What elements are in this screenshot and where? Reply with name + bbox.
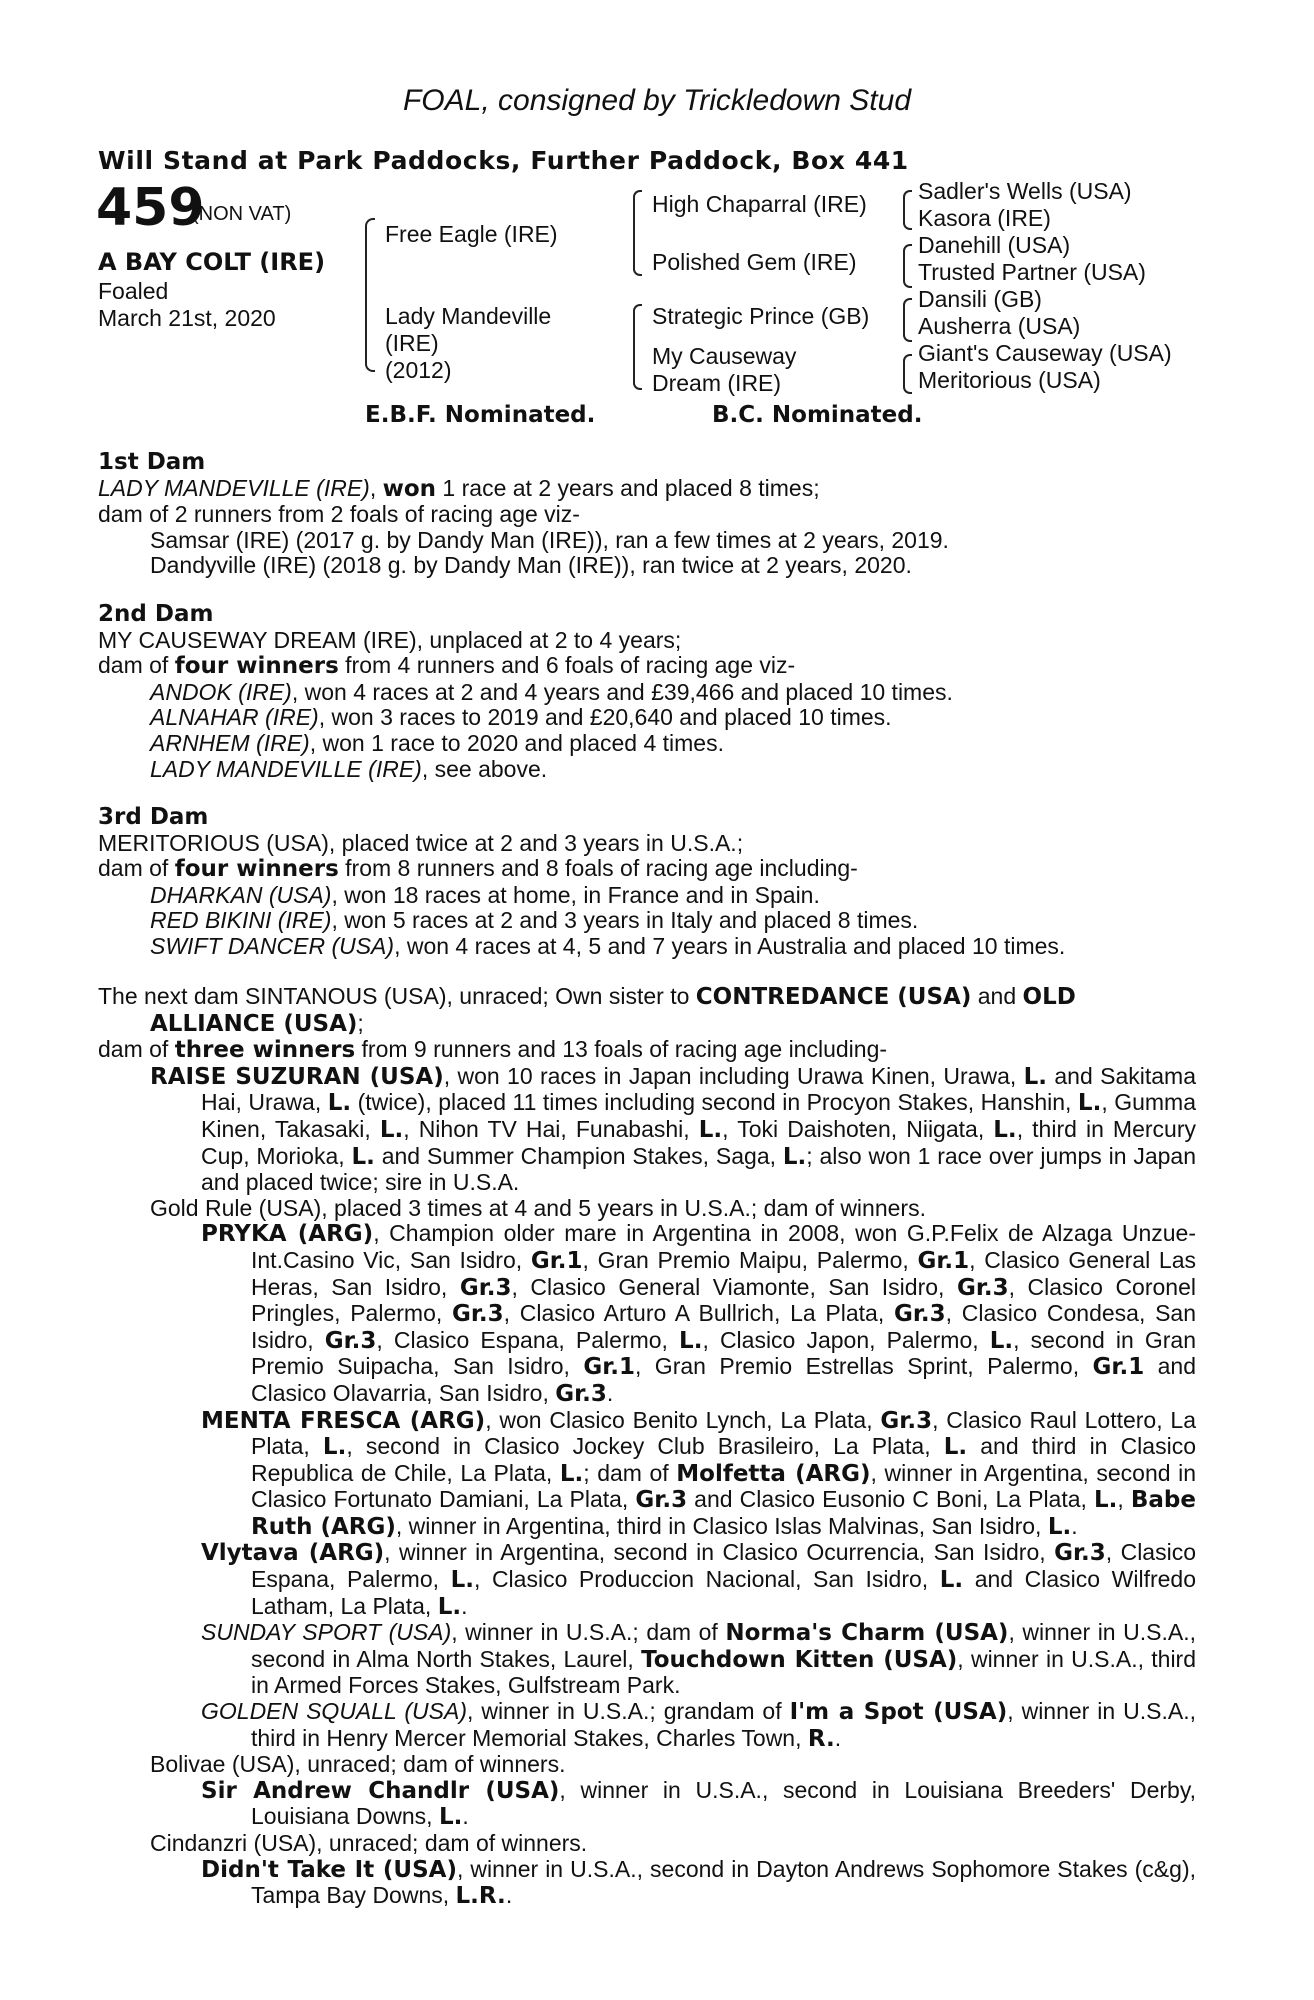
italic-text-run: ALNAHAR (IRE)	[150, 704, 319, 731]
text-run: and	[971, 983, 1023, 1009]
text-run: , Clasico Condesa, San Isidro,	[251, 1300, 1196, 1353]
vat-status: (NON VAT)	[192, 203, 292, 225]
bold-text-run: Gr.1	[917, 1247, 970, 1274]
lot-description: A BAY COLT (IRE)	[98, 248, 326, 276]
bold-text-run: Gr.3	[956, 1274, 1009, 1301]
second-dam-foal	[98, 705, 1196, 731]
sir-andrew-entry	[98, 1778, 1196, 1831]
bold-text-run: Gr.1	[583, 1354, 636, 1381]
text-run: dam of	[98, 855, 175, 882]
text-run: .	[606, 1379, 614, 1406]
bold-text-run: L.	[993, 1116, 1017, 1143]
consignment-line: FOAL, consigned by Trickledown Stud	[402, 84, 912, 117]
text-run: , winner in Argentina, second in Clasico Fortunato Damiani, La Plata,	[251, 1459, 1196, 1513]
second-dam-section	[98, 602, 1196, 782]
pedigree-sire-dam: Polished Gem (IRE)	[652, 249, 857, 275]
bold-text-run: L.	[943, 1434, 968, 1461]
cindanzri-entry: Cindanzri (USA), unraced; dam of winners.	[150, 1830, 588, 1856]
bolivae-entry: Bolivae (USA), unraced; dam of winners.	[150, 1751, 566, 1778]
foaled-date: March 21st, 2020	[98, 305, 276, 331]
text-run: ; dam of	[583, 1459, 677, 1486]
bold-text-run: Gr.3	[324, 1327, 377, 1354]
bold-text-run: Gr.3	[893, 1301, 946, 1328]
pedigree-brace-dam	[633, 304, 642, 390]
text-run: , won Clasico Benito Lynch, La Plata,	[485, 1406, 881, 1433]
text-run: , winner in Argentina, second in Clasico Ocurrencia, San Isidro,	[384, 1539, 1055, 1566]
menta-fresca-entry	[98, 1408, 1196, 1541]
first-dam-heading: 1st Dam	[98, 449, 206, 475]
bold-text-run: three winners	[174, 1037, 356, 1064]
bold-text-run: Gr.3	[451, 1301, 504, 1328]
bold-text-run: L.	[679, 1327, 703, 1354]
bold-text-run: L.	[1094, 1487, 1118, 1514]
text-run: , Clasico Espana, Palermo,	[376, 1326, 680, 1353]
bold-text-run: L.	[1077, 1090, 1102, 1117]
second-dam-foal	[98, 680, 1196, 706]
bold-text-run: Gr.3	[459, 1274, 512, 1301]
bold-text-run: Gr.1	[530, 1247, 583, 1274]
raise-suzuran-entry	[98, 1064, 1196, 1196]
text-run: , third in Mercury Cup, Morioka,	[201, 1115, 1196, 1169]
text-run: from 9 runners and 13 foals of racing age including-	[355, 1036, 888, 1063]
text-run: , see above.	[421, 755, 548, 782]
text-run: ; also won 1 race over jumps in Japan and placed twice; sire in U.S.A.	[201, 1142, 1197, 1196]
text-run: and Clasico Olavarria, San Isidro,	[251, 1353, 1196, 1406]
ebf-nominated: E.B.F. Nominated.	[365, 402, 596, 428]
bold-text-run: Didn't Take It (USA)	[201, 1856, 457, 1883]
italic-text-run: ARNHEM (IRE)	[150, 729, 310, 756]
italic-text-run: LADY MANDEVILLE (IRE)	[98, 474, 370, 501]
first-dam-foal: Samsar (IRE) (2017 g. by Dandy Man (IRE)), ran a few times at 2 years, 2019.	[150, 526, 949, 553]
bold-text-run: four winners	[174, 653, 339, 680]
text-run: , won 18 races at home, in France and in Spain.	[331, 881, 820, 908]
bold-text-run: OLD ALLIANCE (USA)	[150, 984, 1076, 1037]
third-dam-record: MERITORIOUS (USA), placed twice at 2 and 3 years in U.S.A.;	[98, 829, 744, 856]
next-dam-section	[98, 984, 1196, 1910]
first-dam-record: LADY MANDEVILLE (IRE), won 1 race at 2 years and placed 8 times;	[98, 474, 820, 502]
text-run: and third in Clasico Republica de Chile, La Plata,	[251, 1433, 1196, 1486]
bold-text-run: L.	[1023, 1063, 1048, 1090]
bold-text-run: L.	[322, 1434, 347, 1461]
text-run: ;	[357, 1009, 364, 1036]
third-dam-heading: 3rd Dam	[98, 804, 209, 830]
bold-text-run: MENTA FRESCA (ARG)	[201, 1407, 486, 1434]
italic-text-run: ANDOK (IRE)	[150, 678, 292, 705]
text-run: , winner in U.S.A., third in Armed Forces Stakes, Gulfstream Park.	[251, 1645, 1197, 1699]
bold-text-run: L.	[989, 1327, 1014, 1354]
next-dam-produce-summary	[98, 1037, 1196, 1064]
text-run: .	[462, 1803, 469, 1830]
text-run: ,	[1117, 1486, 1131, 1513]
text-run: The next dam SINTANOUS (USA), unraced; Own sister to	[98, 983, 696, 1009]
pedigree-brace-main	[365, 218, 375, 372]
third-dam-foal	[98, 934, 1196, 960]
pedigree-dam-sire: Strategic Prince (GB)	[652, 303, 870, 329]
text-run: from 8 runners and 8 foals of racing age including-	[338, 855, 858, 882]
bold-text-run: RAISE SUZURAN (USA)	[150, 1063, 444, 1090]
bold-text-run: L.	[379, 1116, 404, 1143]
text-run: , Clasico Coronel Pringles, Palermo,	[251, 1273, 1196, 1327]
text-run: , second in Gran Premio Suipacha, San Isidro,	[251, 1326, 1197, 1380]
italic-text-run: GOLDEN SQUALL (USA)	[201, 1698, 467, 1725]
bold-text-run: L.	[438, 1804, 463, 1831]
text-run: , won 5 races at 2 and 3 years in Italy and placed 8 times.	[331, 907, 919, 934]
first-dam-section	[98, 450, 1196, 579]
text-run: , winner in Argentina, third in Clasico Islas Malvinas, San Isidro,	[395, 1512, 1048, 1539]
text-run: from 4 runners and 6 foals of racing age viz-	[338, 652, 796, 679]
text-run: and Clasico Eusonio C Boni, La Plata,	[687, 1486, 1094, 1513]
pedigree-brace-ss	[903, 190, 912, 230]
text-run: .	[1071, 1512, 1078, 1539]
pedigree-brace-sd	[903, 244, 912, 288]
bold-text-run: L.	[939, 1567, 964, 1594]
bold-text-run: L.	[450, 1567, 474, 1594]
didnt-take-it-entry	[98, 1857, 1196, 1910]
third-dam-section	[98, 805, 1196, 960]
first-dam-produce-summary: dam of 2 runners from 2 foals of racing age viz-	[98, 501, 580, 528]
text-run: , Nihon TV Hai, Funabashi,	[403, 1115, 699, 1142]
bold-text-run: CONTREDANCE (USA)	[695, 984, 972, 1010]
first-dam-foal: Dandyville (IRE) (2018 g. by Dandy Man (IRE)), ran twice at 2 years, 2020.	[150, 552, 912, 579]
text-run: and Sakitama Hai, Urawa,	[201, 1062, 1197, 1116]
pedigree-brace-sire	[633, 190, 642, 276]
text-run: , Gumma Kinen, Takasaki,	[201, 1089, 1196, 1142]
bold-text-run: Gr.3	[880, 1407, 933, 1434]
text-run: , Gran Premio Estrellas Sprint, Palermo,	[635, 1353, 1093, 1380]
bold-text-run: Gr.1	[1092, 1354, 1145, 1381]
text-run: , Clasico General Las Heras, San Isidro,	[251, 1246, 1196, 1300]
bold-text-run: L.	[351, 1143, 375, 1170]
text-run: , Toki Daishoten, Niigata,	[722, 1115, 994, 1142]
stand-location: Will Stand at Park Paddocks, Further Paddock, Box 441	[98, 146, 909, 175]
pryka-entry	[98, 1221, 1196, 1407]
bold-text-run: L.R.	[455, 1883, 506, 1910]
lot-number: 459	[96, 178, 205, 238]
text-run: 1 race at 2 years and placed 8 times;	[436, 474, 820, 501]
italic-text-run: LADY MANDEVILLE (IRE)	[150, 755, 422, 782]
text-run: , won 4 races at 4, 5 and 7 years in Australia and placed 10 times.	[394, 932, 1066, 959]
text-run: , Gran Premio Maipu, Palermo,	[582, 1246, 918, 1273]
italic-text-run: SWIFT DANCER (USA)	[150, 932, 395, 959]
bold-text-run: PRYKA (ARG)	[201, 1221, 374, 1248]
second-dam-heading: 2nd Dam	[98, 601, 214, 627]
text-run: .	[461, 1592, 468, 1619]
bold-text-run: Gr.3	[555, 1380, 607, 1407]
foaled-info	[98, 278, 276, 332]
bold-text-run: Molfetta (ARG)	[676, 1460, 871, 1487]
bc-nominated: B.C. Nominated.	[712, 402, 923, 428]
second-dam-produce-summary	[98, 653, 1196, 680]
bold-text-run: L.	[1047, 1513, 1072, 1540]
bold-text-run: won	[382, 475, 437, 502]
next-dam-record	[98, 984, 1196, 1037]
pedigree-dam: Lady Mandeville (IRE) (2012)	[385, 303, 552, 383]
bold-text-run: L.	[327, 1090, 352, 1117]
text-run: , winner in U.S.A., third in Henry Mercer Memorial Stakes, Charles Town,	[251, 1698, 1196, 1751]
text-run: , winner in U.S.A., second in Dayton Andrews Sophomore Stakes (c&g), Tampa Bay Downs,	[251, 1855, 1196, 1909]
bold-text-run: Vlytava (ARG)	[201, 1540, 385, 1567]
bold-text-run: L.	[698, 1116, 723, 1143]
third-dam-foal	[98, 908, 1196, 934]
bold-text-run: R.	[807, 1725, 835, 1752]
italic-text-run: RED BIKINI (IRE)	[150, 907, 332, 934]
golden-squall-entry	[98, 1699, 1196, 1752]
text-run: , winner in U.S.A.; grandam of	[467, 1698, 790, 1725]
bold-text-run: Sir Andrew Chandlr (USA)	[201, 1777, 560, 1804]
text-run: , winner in U.S.A.; dam of	[451, 1619, 726, 1646]
text-run: , Clasico Arturo A Bullrich, La Plata,	[503, 1300, 894, 1327]
text-run: , won 1 race to 2020 and placed 4 times.	[309, 729, 724, 756]
text-run: , won 3 races to 2019 and £20,640 and placed 10 times.	[318, 704, 892, 731]
text-run: , won 10 races in Japan including Urawa Kinen, Urawa,	[443, 1062, 1024, 1089]
text-run: , won 4 races at 2 and 4 years and £39,466 and placed 10 times.	[291, 678, 953, 705]
pedigree-sire: Free Eagle (IRE)	[385, 221, 558, 247]
bold-text-run: Gr.3	[1054, 1540, 1106, 1567]
pedigree-gen3: Sadler's Wells (USA) Kasora (IRE) Danehill (USA) Trusted Partner (USA) Dansili (GB) Ausherra (USA) Giant's Causeway (USA) Meritorious (USA)	[918, 178, 1172, 393]
text-run: and Clasico Wilfredo Latham, La Plata,	[251, 1566, 1196, 1619]
second-dam-foal	[98, 731, 1196, 757]
bold-text-run: Babe Ruth (ARG)	[251, 1487, 1196, 1540]
sunday-sport-entry	[98, 1620, 1196, 1699]
gold-rule-entry: Gold Rule (USA), placed 3 times at 4 and 5 years in U.S.A.; dam of winners.	[150, 1194, 926, 1221]
bold-text-run: I'm a Spot (USA)	[789, 1699, 1008, 1726]
pedigree-brace-dd	[903, 354, 912, 394]
text-run: , Clasico Produccion Nacional, San Isidro,	[473, 1566, 940, 1593]
text-run: dam of	[98, 1036, 175, 1063]
pedigree-sire-sire: High Chaparral (IRE)	[652, 191, 867, 217]
pedigree-dam-dam: My Causeway Dream (IRE)	[652, 343, 797, 396]
text-run: .	[505, 1882, 513, 1909]
text-run: .	[834, 1724, 842, 1751]
text-run: , Clasico Raul Lottero, La Plata,	[251, 1406, 1197, 1460]
third-dam-foal	[98, 883, 1196, 909]
bold-text-run: Touchdown Kitten (USA)	[641, 1646, 958, 1673]
bold-text-run: L.	[559, 1460, 584, 1487]
text-run: , Clasico Espana, Palermo,	[251, 1539, 1197, 1593]
italic-text-run: DHARKAN (USA)	[150, 881, 332, 908]
bold-text-run: L.	[782, 1143, 807, 1170]
text-run: and Summer Champion Stakes, Saga,	[374, 1142, 783, 1169]
text-run: , Champion older mare in Argentina in 2008, won G.P.Felix de Alzaga Unzue-Int.Casino Vic, San Isidro,	[251, 1220, 1196, 1273]
text-run: dam of	[98, 652, 175, 679]
second-dam-record: MY CAUSEWAY DREAM (IRE), unplaced at 2 to 4 years;	[98, 626, 682, 653]
third-dam-produce-summary	[98, 856, 1196, 883]
text-run: , second in Clasico Jockey Club Brasileiro, La Plata,	[346, 1433, 944, 1460]
italic-text-run: SUNDAY SPORT (USA)	[201, 1619, 452, 1646]
bold-text-run: L.	[437, 1593, 462, 1620]
pedigree-brace-ds	[903, 298, 912, 342]
text-run: (twice), placed 11 times including second in Procyon Stakes, Hanshin,	[351, 1089, 1078, 1116]
text-run: , winner in U.S.A., second in Louisiana Breeders' Derby, Louisiana Downs,	[251, 1776, 1196, 1830]
bold-text-run: four winners	[174, 856, 339, 883]
second-dam-foal	[98, 757, 1196, 783]
text-run: , winner in U.S.A., second in Alma North Stakes, Laurel,	[251, 1619, 1196, 1672]
bold-text-run: Gr.3	[635, 1487, 688, 1514]
text-run: , Clasico General Viamonte, San Isidro,	[511, 1273, 957, 1300]
text-run: , Clasico Japon, Palermo,	[702, 1326, 990, 1353]
foaled-label: Foaled	[98, 278, 169, 304]
bold-text-run: Norma's Charm (USA)	[725, 1620, 1009, 1647]
vlytava-entry	[98, 1540, 1196, 1620]
